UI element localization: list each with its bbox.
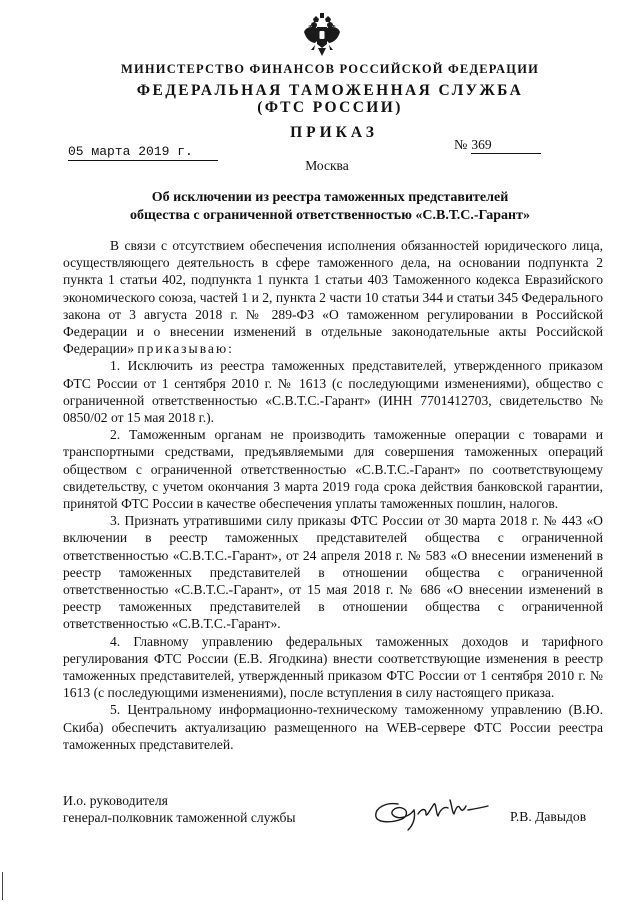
- title-line-2: общества с ограниченной ответственностью «С.В.Т.С.-Гарант»: [130, 208, 530, 223]
- ministry-name: МИНИСТЕРСТВО ФИНАНСОВ РОССИЙСКОЙ ФЕДЕРАЦИИ: [120, 62, 540, 76]
- coat-of-arms-icon: [303, 12, 341, 58]
- number-value: 369: [471, 137, 541, 154]
- number-prefix: №: [454, 138, 468, 153]
- document-title: [60, 189, 600, 225]
- signatory-role: [63, 792, 296, 826]
- order-item-2: 2. Таможенным органам не производить таможенные операции с товарами и транспортными средствами, предъявляемыми для совершения таможенных операций обществом с ограниченной ответственностью «С.В.Т.С.-Гарант» по соответствующему свидетельству, с учетом окончания 3 марта 2019 года срока действия банковской гарантии, принятой ФТС России в качестве обеспечения уплаты таможенных пошлин, налогов.: [63, 427, 603, 512]
- order-item-3: 3. Признать утратившими силу приказы ФТС России от 30 марта 2018 г. № 443 «О включении в реестр таможенных представителей общества с ограниченной ответственностью «С.В.Т.С.-Гарант», от 24 апреля 2018 г. № 583 «О внесении изменений в реестр таможенных представителей в отношении общества с ограниченной ответственностью «С.В.Т.С.-Гарант», от 15 мая 2018 г. № 686 «О внесении изменений в реестр таможенных представителей в отношении общества с ограниченной ответственностью «С.В.Т.С.-Гарант».: [63, 513, 603, 632]
- document-number: [454, 137, 541, 154]
- signatory-name: Р.В. Давыдов: [510, 809, 587, 824]
- preamble-paragraph: [63, 237, 603, 357]
- document-type: ПРИКАЗ: [290, 124, 378, 141]
- title-line-1: Об исключении из реестра таможенных представителей: [151, 190, 509, 205]
- order-item-1: 1. Исключить из реестра таможенных представителей, утвержденного приказом ФТС России от 1 сентября 2010 г. № 1613 (с последующими изменениями), общество с ограниченной ответственностью «С.В.Т.С.-Гарант» (ИНН 7701412703, свидетельство № 0850/02 от 15 мая 2018 г.).: [63, 358, 603, 426]
- service-name: ФЕДЕРАЛЬНАЯ ТАМОЖЕННАЯ СЛУЖБА: [136, 82, 524, 99]
- service-short-name: (ФТС РОССИИ): [257, 99, 403, 116]
- signatory-role-line-1: И.о. руководителя: [63, 793, 168, 808]
- margin-mark: [2, 872, 3, 900]
- order-word: приказываю:: [137, 341, 234, 357]
- order-item-5: 5. Центральному информационно-техническому таможенному управлению (В.Ю. Скиба) обеспечить актуализацию размещенного на WEB-сервере ФТС России реестра таможенных представителей.: [63, 702, 603, 752]
- signatory-role-line-2: генерал-полковник таможенной службы: [63, 810, 296, 825]
- order-item-4: 4. Главному управлению федеральных таможенных доходов и тарифного регулирования ФТС России (Е.В. Ягодкина) внести соответствующие изменения в реестр таможенных представителей, утвержденный приказом ФТС России от 1 сентября 2010 г. № 1613 (с последующими изменениями), после вступления в силу настоящего приказа.: [63, 633, 603, 701]
- document-body: [63, 237, 603, 753]
- preamble-text: В связи с отсутствием обеспечения исполнения обязанностей юридического лица, осуществляющего деятельность в сфере таможенного дела, на основании подпункта 2 пункта 1 статьи 402, подпункта 1 пункта 1 статьи 403 Таможенного кодекса Евразийского экономического союза, частей 1 и 2, пункта 2 части 10 статьи 344 и статьи 345 Федерального закона от 3 августа 2018 г. № 289-ФЗ «О таможенном регулировании в Российской Федерации и о внесении изменений в отдельные законодательные акты Российской Федерации»: [63, 238, 603, 357]
- document-date: 05 марта 2019 г.: [68, 144, 218, 161]
- document-city: Москва: [305, 158, 349, 173]
- handwritten-signature: [368, 790, 493, 835]
